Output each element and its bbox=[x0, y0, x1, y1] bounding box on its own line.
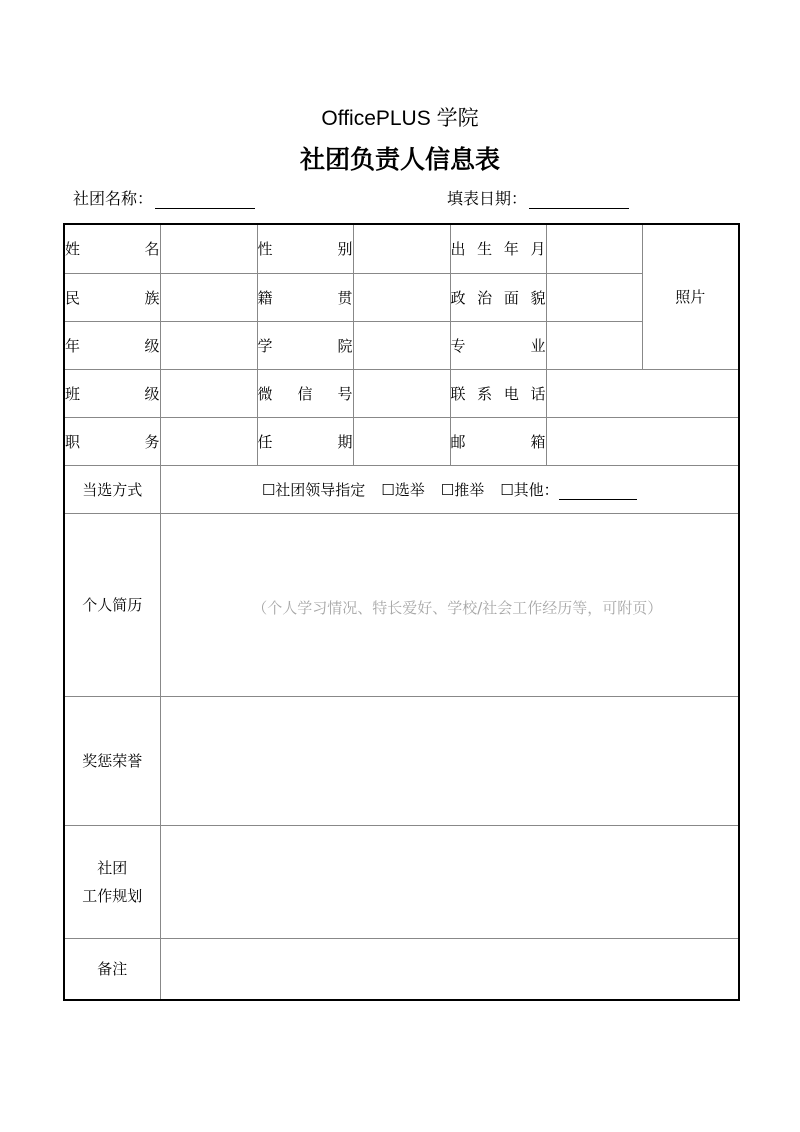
awards-label: 奖惩荣誉 bbox=[64, 696, 160, 825]
option-leader-appointed[interactable]: ☐社团领导指定 bbox=[261, 480, 366, 499]
college-cell[interactable] bbox=[353, 321, 450, 369]
native-place-cell[interactable] bbox=[353, 273, 450, 321]
term-label: 任 期 bbox=[257, 417, 353, 465]
political-status-cell[interactable] bbox=[546, 273, 642, 321]
grade-cell[interactable] bbox=[160, 321, 257, 369]
table-row bbox=[64, 513, 739, 696]
table-row bbox=[64, 825, 739, 938]
ethnicity-label: 民 族 bbox=[64, 273, 160, 321]
awards-cell[interactable] bbox=[160, 696, 739, 825]
ethnicity-cell[interactable] bbox=[160, 273, 257, 321]
major-cell[interactable] bbox=[546, 321, 642, 369]
table-row bbox=[64, 273, 739, 321]
gender-cell[interactable] bbox=[353, 224, 450, 273]
club-name-label: 社团名称： bbox=[73, 189, 154, 208]
position-label: 职 务 bbox=[64, 417, 160, 465]
fill-date-label: 填表日期： bbox=[447, 189, 528, 208]
table-row bbox=[64, 465, 739, 513]
table-row bbox=[64, 224, 739, 273]
resume-hint: （个人学习情况、特长爱好、学校/社会工作经历等，可附页） bbox=[252, 598, 663, 617]
option-recommendation[interactable]: ☐推举 bbox=[440, 480, 485, 499]
option-other-blank[interactable] bbox=[559, 484, 637, 500]
option-other[interactable]: ☐其他： bbox=[500, 480, 559, 499]
photo-label: 照片 bbox=[675, 288, 706, 307]
class-label: 班 级 bbox=[64, 369, 160, 417]
selection-options-cell bbox=[160, 465, 739, 513]
gender-label: 性 别 bbox=[257, 224, 353, 273]
work-plan-cell[interactable] bbox=[160, 825, 739, 938]
form-title: 社团负责人信息表 bbox=[299, 145, 500, 174]
fill-date-blank[interactable] bbox=[529, 191, 629, 209]
info-form-table bbox=[63, 223, 740, 1001]
work-plan-label-line1: 社团 bbox=[97, 858, 128, 877]
email-label: 邮 箱 bbox=[450, 417, 546, 465]
name-label: 姓 名 bbox=[64, 224, 160, 273]
birth-date-cell[interactable] bbox=[546, 224, 642, 273]
selection-method-label: 当选方式 bbox=[64, 465, 160, 513]
notes-cell[interactable] bbox=[160, 938, 739, 1000]
term-cell[interactable] bbox=[353, 417, 450, 465]
birth-date-label: 出生年月 bbox=[450, 224, 546, 273]
resume-cell[interactable] bbox=[160, 513, 739, 696]
major-label: 专 业 bbox=[450, 321, 546, 369]
phone-label: 联系电话 bbox=[450, 369, 546, 417]
club-name-blank[interactable] bbox=[155, 191, 255, 209]
work-plan-label bbox=[64, 825, 160, 938]
brand-heading: OfficePLUS 学院 bbox=[321, 107, 479, 130]
table-row bbox=[64, 369, 739, 417]
fill-date-field bbox=[447, 186, 629, 209]
option-election[interactable]: ☐选举 bbox=[381, 480, 425, 499]
notes-label: 备注 bbox=[64, 938, 160, 1000]
table-row bbox=[64, 938, 739, 1000]
political-status-label: 政治面貌 bbox=[450, 273, 546, 321]
photo-cell[interactable] bbox=[642, 224, 739, 369]
position-cell[interactable] bbox=[160, 417, 257, 465]
name-cell[interactable] bbox=[160, 224, 257, 273]
class-cell[interactable] bbox=[160, 369, 257, 417]
grade-label: 年 级 bbox=[64, 321, 160, 369]
native-place-label: 籍 贯 bbox=[257, 273, 353, 321]
wechat-cell[interactable] bbox=[353, 369, 450, 417]
phone-cell[interactable] bbox=[546, 369, 739, 417]
table-row bbox=[64, 321, 739, 369]
table-row bbox=[64, 417, 739, 465]
email-cell[interactable] bbox=[546, 417, 739, 465]
work-plan-label-line2: 工作规划 bbox=[82, 886, 143, 905]
college-label: 学 院 bbox=[257, 321, 353, 369]
club-name-field bbox=[73, 186, 255, 209]
resume-label: 个人简历 bbox=[64, 513, 160, 696]
table-row bbox=[64, 696, 739, 825]
wechat-label: 微信号 bbox=[257, 369, 353, 417]
